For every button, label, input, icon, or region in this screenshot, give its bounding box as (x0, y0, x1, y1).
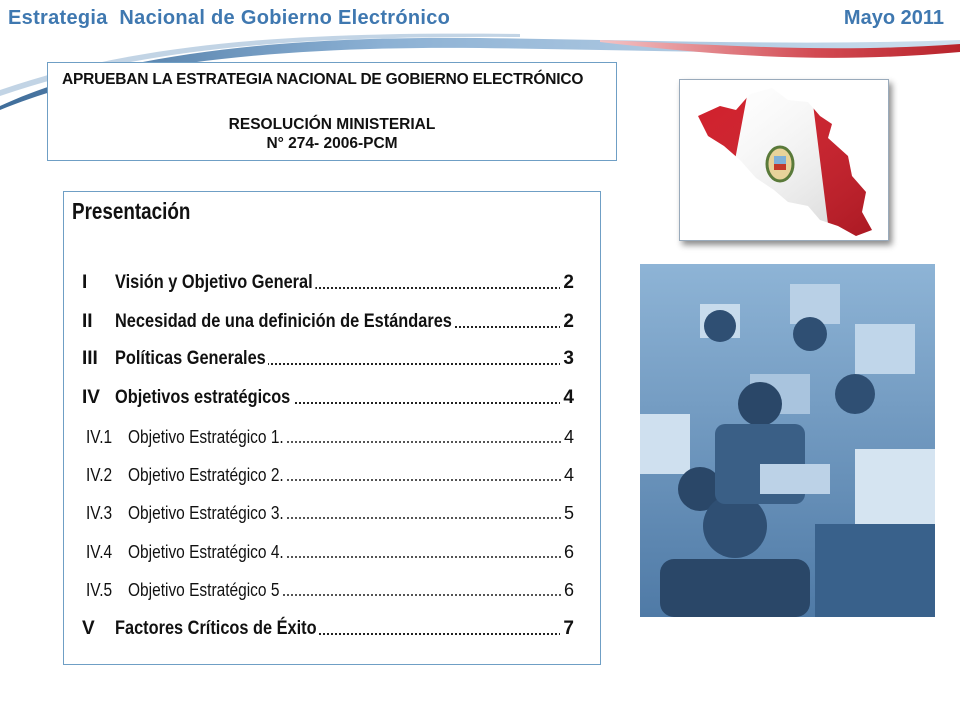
toc-entry (64, 309, 600, 335)
toc-entry-label: Objetivo Estratégico 1. (128, 424, 286, 450)
toc-entry-number: II (82, 311, 93, 332)
toc-entry-label: Necesidad de una definición de Estándares (115, 309, 454, 335)
students-computer-lab-photo (640, 264, 935, 617)
toc-entry-number: IV.5 (86, 580, 113, 600)
resolution-title: RESOLUCIÓN MINISTERIAL (228, 116, 436, 133)
resolution-heading: APRUEBAN LA ESTRATEGIA NACIONAL DE GOBIERNO ELECTRÓNICO (62, 71, 584, 88)
toc-entry (64, 346, 600, 372)
slide-date: Mayo 2011 (843, 7, 944, 29)
toc-entry-label: Objetivo Estratégico 3. (128, 500, 286, 526)
toc-entry-page: 4 (561, 462, 574, 488)
peru-map-icon (680, 80, 888, 240)
toc-entry (64, 500, 600, 526)
toc-entry-label: Objetivo Estratégico 2. (128, 462, 286, 488)
toc-entry-page: 2 (560, 309, 574, 335)
toc-entry-page: 6 (561, 539, 574, 565)
resolution-number: N° 274- 2006-PCM (266, 135, 398, 152)
toc-entry (64, 539, 600, 565)
peru-flag-map-image (679, 79, 889, 241)
toc-entry-number: III (82, 348, 98, 369)
toc-entry-label: Objetivo Estratégico 4. (128, 539, 286, 565)
toc-entry-label: Factores Críticos de Éxito (115, 616, 319, 642)
toc-entry-page: 3 (560, 346, 574, 372)
toc-entry-page: 2 (560, 270, 574, 296)
resolution-box (47, 62, 617, 161)
toc-entry (64, 385, 600, 411)
toc-entry-number: IV.3 (86, 503, 113, 523)
toc-entry-number: IV (82, 387, 100, 408)
toc-entry-page: 6 (561, 577, 574, 603)
toc-entry (64, 270, 600, 296)
toc-entry-page: 4 (561, 424, 574, 450)
toc-entry-page: 4 (560, 385, 574, 411)
toc-entry-label: Políticas Generales (115, 346, 268, 372)
toc-entry (64, 616, 600, 642)
toc-entry (64, 577, 600, 603)
slide-title: Estrategia Nacional de Gobierno Electrónico (8, 7, 451, 29)
toc-entry-number: IV.2 (86, 465, 113, 485)
toc-entry-number: IV.4 (86, 542, 113, 562)
toc-entry (64, 462, 600, 488)
toc-entry-number: I (82, 272, 88, 293)
toc-heading: Presentación (72, 198, 191, 224)
toc-entry-label: Visión y Objetivo General (115, 270, 315, 296)
toc-entry (64, 424, 600, 450)
toc-entry-label: Objetivo Estratégico 5 (128, 577, 282, 603)
toc-entry-page: 7 (560, 616, 574, 642)
toc-entry-page: 5 (561, 500, 574, 526)
toc-entry-label: Objetivos estratégicos (115, 385, 293, 411)
toc-entry-number: V (82, 618, 95, 639)
toc-entry-number: IV.1 (86, 427, 113, 447)
table-of-contents (63, 191, 601, 665)
